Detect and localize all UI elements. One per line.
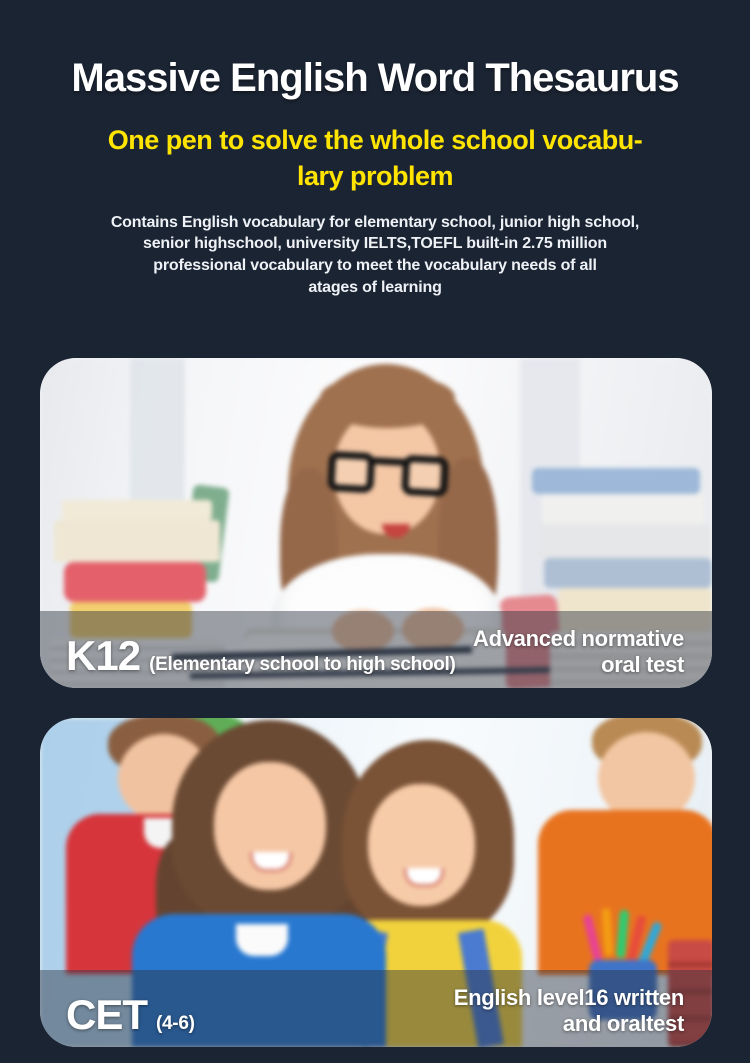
girl-glasses (327, 451, 449, 505)
subtitle-line-2: lary problem (296, 160, 454, 191)
book-left-stack (54, 520, 220, 562)
subtitle-line-1: One pen to solve the whole school vocabu- (107, 125, 643, 155)
k12-caption-line-2: oral test (601, 651, 684, 677)
girl-yellow-face (368, 784, 475, 906)
description-line-3: professional vocabulary to meet the vocabulary needs of all (153, 257, 597, 274)
book-right-stack (538, 524, 710, 558)
cet-caption-line-2: and oraltest (562, 1010, 684, 1036)
glasses-bridge (373, 457, 405, 466)
cet-badge-note: (4-6) (156, 1013, 195, 1034)
cet-badge-row (66, 991, 195, 1038)
k12-caption-band (40, 611, 712, 688)
cet-caption-band (40, 970, 712, 1047)
girl-hair-fringe (320, 376, 455, 428)
k12-badge-note: (Elementary school to high school) (149, 654, 456, 675)
book-left-stack (62, 500, 212, 520)
page-description (0, 212, 750, 298)
page-subtitle (0, 123, 750, 195)
book-right-stack (542, 494, 704, 524)
cet-caption (454, 985, 684, 1036)
k12-caption (473, 626, 684, 677)
page-title: Massive English Word Thesaurus (71, 56, 679, 100)
k12-badge-row (66, 632, 456, 679)
cet-badge: CET (66, 991, 147, 1038)
card-cet (40, 718, 712, 1047)
description-line-2: senior highschool, university IELTS,TOEFL built-in 2.75 million (143, 235, 607, 253)
book-right-stack-blue (544, 558, 712, 588)
glasses-lens-right (401, 455, 449, 497)
k12-badge: K12 (66, 632, 141, 679)
description-line-4: atages of learning (308, 278, 442, 296)
girl-blue-collar (236, 924, 288, 956)
k12-caption-line-1: Advanced normative (472, 626, 684, 652)
glasses-lens-left (327, 451, 375, 493)
cet-caption-line-1: English level16 written (453, 985, 684, 1011)
card-k12 (40, 358, 712, 688)
book-left-stack-red (64, 562, 206, 602)
book-right-stack-blue (532, 468, 700, 494)
description-line-1: Contains English vocabulary for elementary school, junior high school, (110, 213, 640, 231)
